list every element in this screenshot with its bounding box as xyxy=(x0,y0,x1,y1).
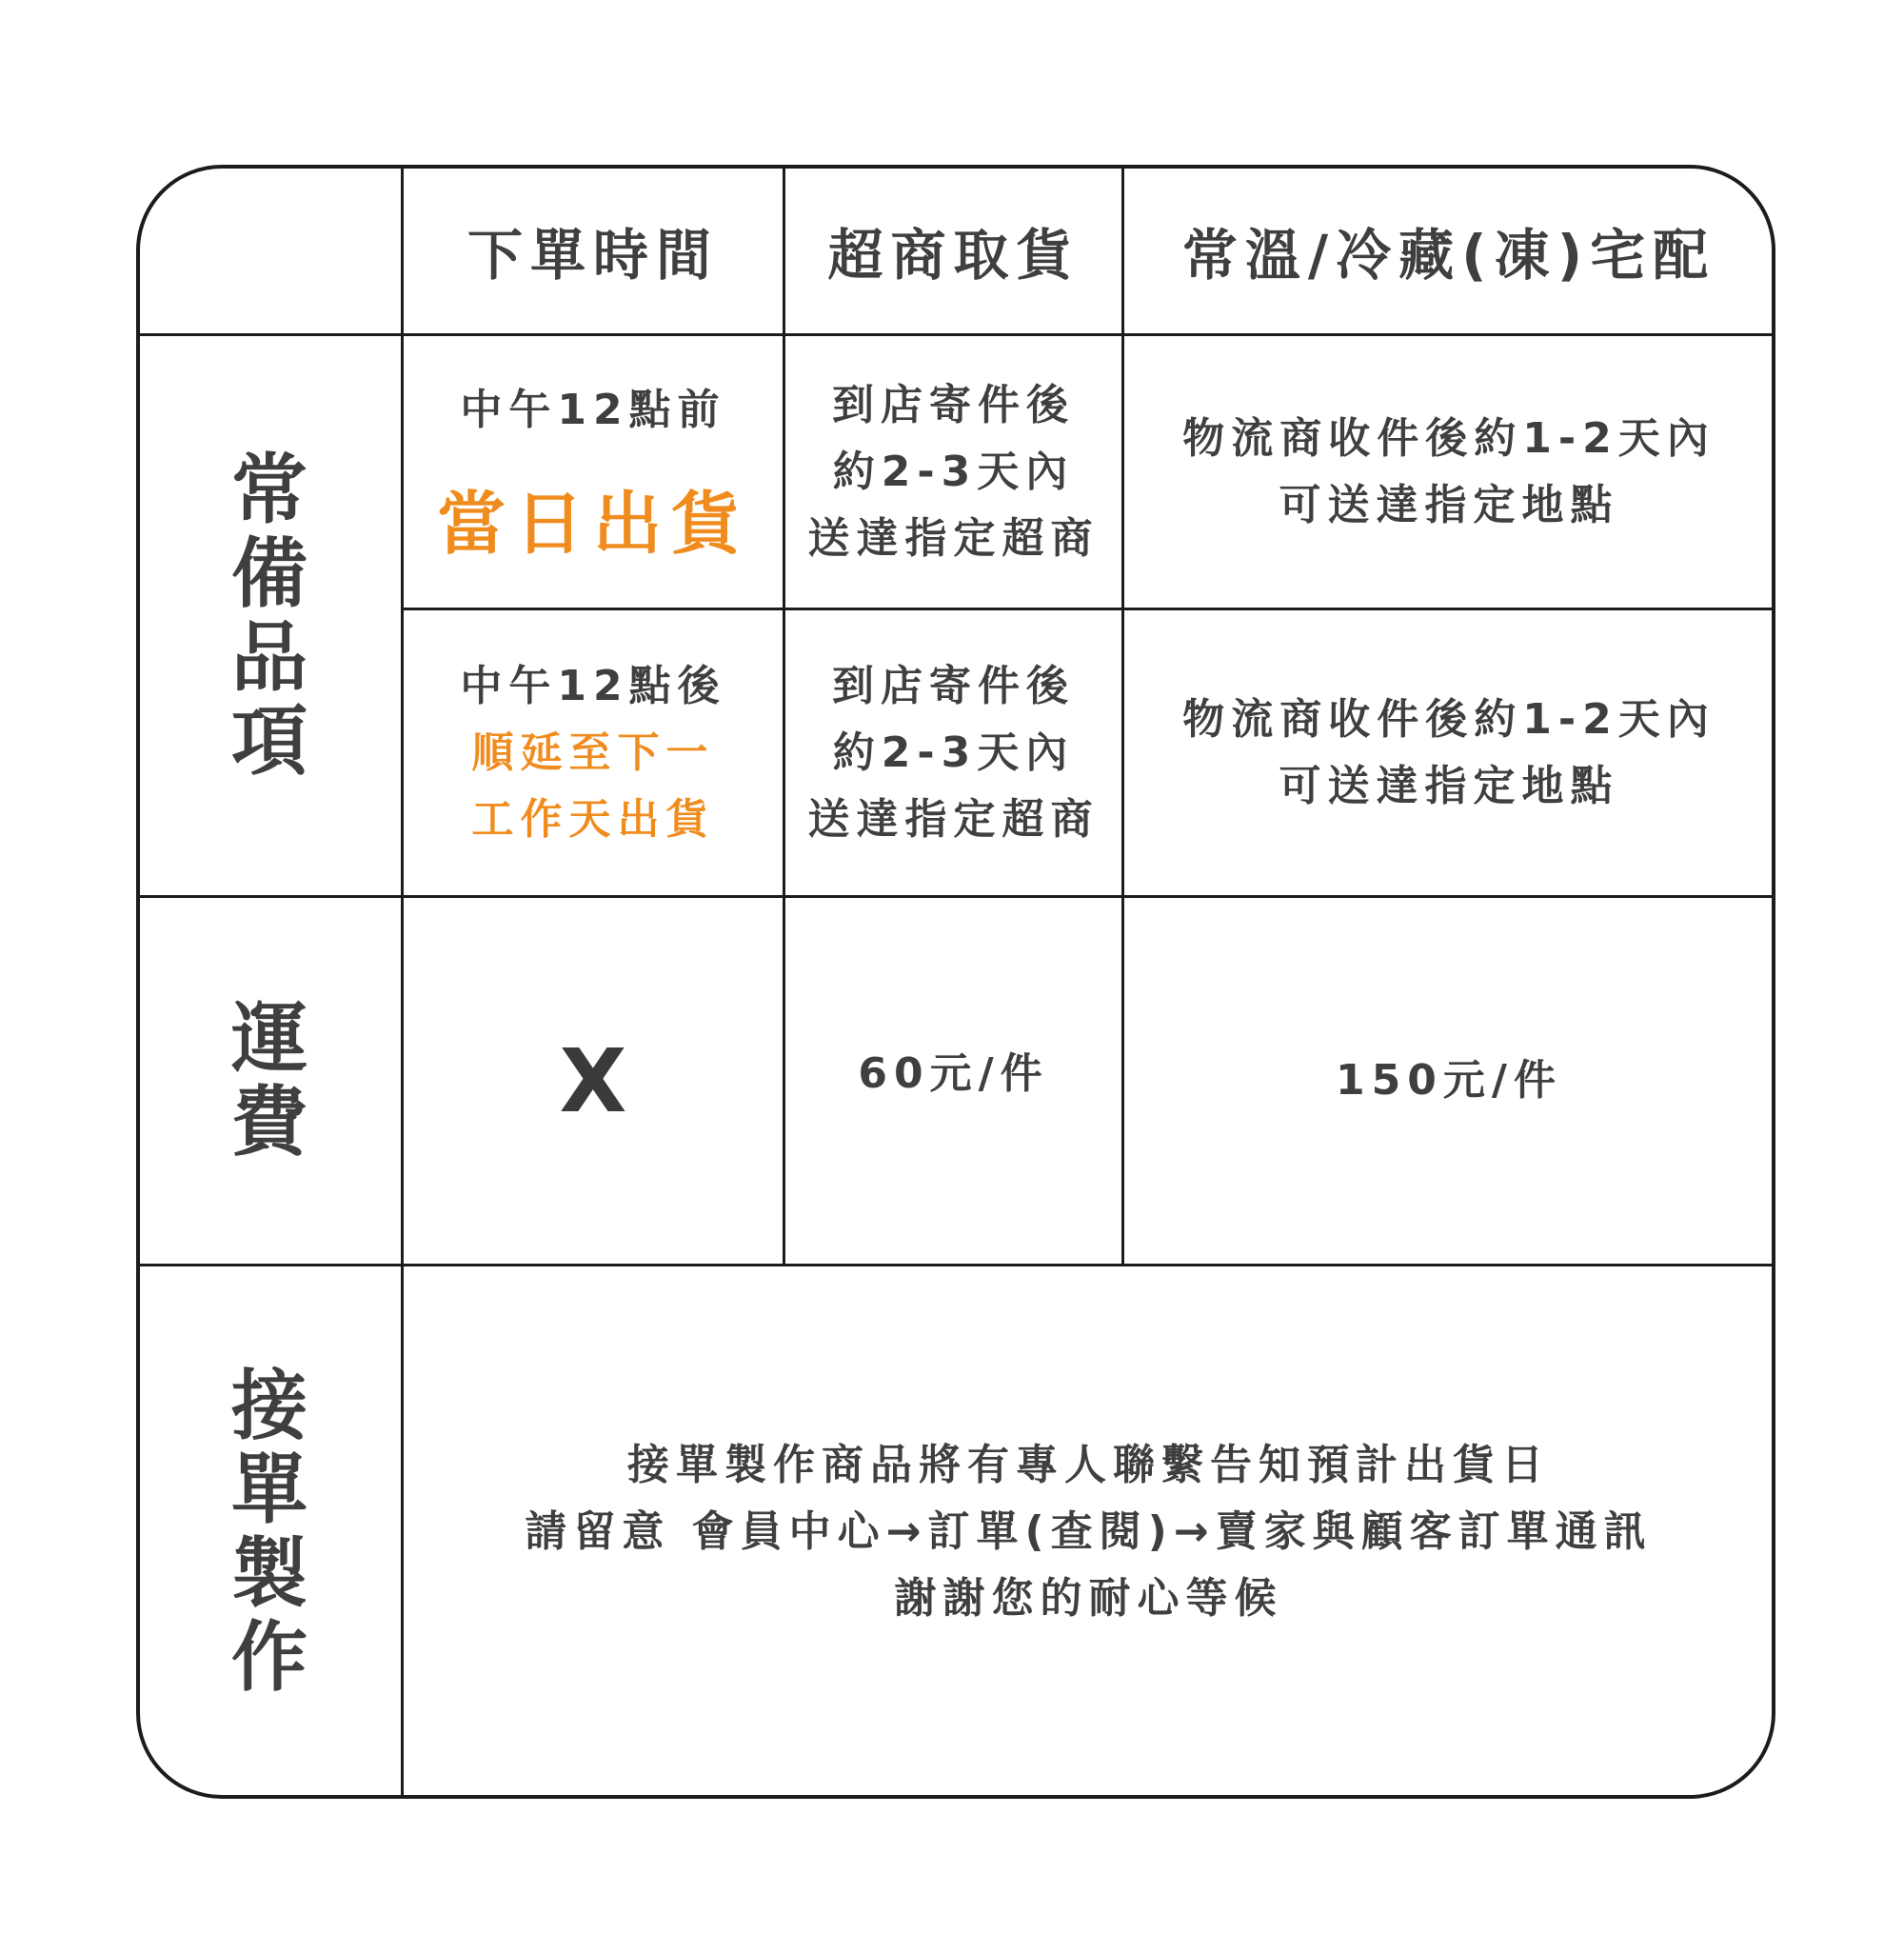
header-home-delivery-label: 常溫/冷藏(凍)宅配 xyxy=(1181,222,1716,288)
before-noon-order-time xyxy=(404,336,783,608)
note-line: 接單製作商品將有專人聯繫告知預計出貨日 xyxy=(627,1440,1550,1489)
after-noon-store xyxy=(785,610,1121,895)
home-line: 物流商收件後約1-2天內 xyxy=(1182,694,1716,744)
next-day-shipping-line: 工作天出貨 xyxy=(471,794,715,844)
before-noon-time: 中午12點前 xyxy=(460,385,726,434)
row-label-custom-char: 接 xyxy=(231,1361,307,1450)
row-label-regular-char: 備 xyxy=(231,528,307,618)
home-line: 可送達指定地點 xyxy=(1279,761,1619,810)
header-order-time xyxy=(404,167,783,333)
row-label-custom-char: 製 xyxy=(231,1528,307,1618)
row-label-custom-char: 作 xyxy=(231,1612,307,1702)
header-order-time-label: 下單時間 xyxy=(466,222,719,288)
before-noon-home xyxy=(1124,336,1774,608)
header-home-delivery xyxy=(1124,167,1774,333)
custom-made-note xyxy=(404,1266,1774,1797)
fee-home xyxy=(1124,898,1774,1264)
store-line: 約2-3天內 xyxy=(832,728,1075,777)
row-label-regular xyxy=(138,336,401,895)
after-noon-home xyxy=(1124,610,1774,895)
row-label-regular-char: 品 xyxy=(231,612,307,702)
same-day-shipping: 當日出貨 xyxy=(436,483,749,564)
row-label-custom xyxy=(138,1266,401,1797)
store-line: 到店寄件後 xyxy=(832,661,1075,710)
row-label-fee-char: 費 xyxy=(231,1078,307,1166)
header-store-pickup-label: 超商取貨 xyxy=(827,222,1080,288)
store-line: 送達指定超商 xyxy=(807,794,1100,844)
note-line: 請留意 會員中心→訂單(查閱)→賣家與顧客訂單通訊 xyxy=(525,1506,1653,1556)
store-fee: 60元/件 xyxy=(858,1049,1049,1098)
before-noon-store xyxy=(785,336,1121,608)
after-noon-order-time xyxy=(404,610,783,895)
store-line: 送達指定超商 xyxy=(807,513,1100,563)
row-label-regular-char: 常 xyxy=(231,445,307,534)
not-applicable-mark: X xyxy=(559,1029,627,1132)
next-day-shipping-line: 順延至下一 xyxy=(471,728,715,777)
home-line: 物流商收件後約1-2天內 xyxy=(1182,413,1716,463)
row-label-custom-char: 單 xyxy=(231,1445,307,1534)
home-fee: 150元/件 xyxy=(1336,1056,1562,1105)
fee-order-time-na xyxy=(404,898,783,1264)
header-store-pickup xyxy=(785,167,1121,333)
row-label-regular-char: 項 xyxy=(231,696,307,786)
fee-store xyxy=(785,898,1121,1250)
after-noon-time: 中午12點後 xyxy=(460,661,726,710)
store-line: 約2-3天內 xyxy=(832,447,1075,496)
note-line: 謝謝您的耐心等候 xyxy=(894,1573,1283,1623)
store-line: 到店寄件後 xyxy=(832,380,1075,429)
row-label-fee xyxy=(138,898,401,1264)
row-label-fee-char: 運 xyxy=(231,994,307,1083)
home-line: 可送達指定地點 xyxy=(1279,480,1619,529)
